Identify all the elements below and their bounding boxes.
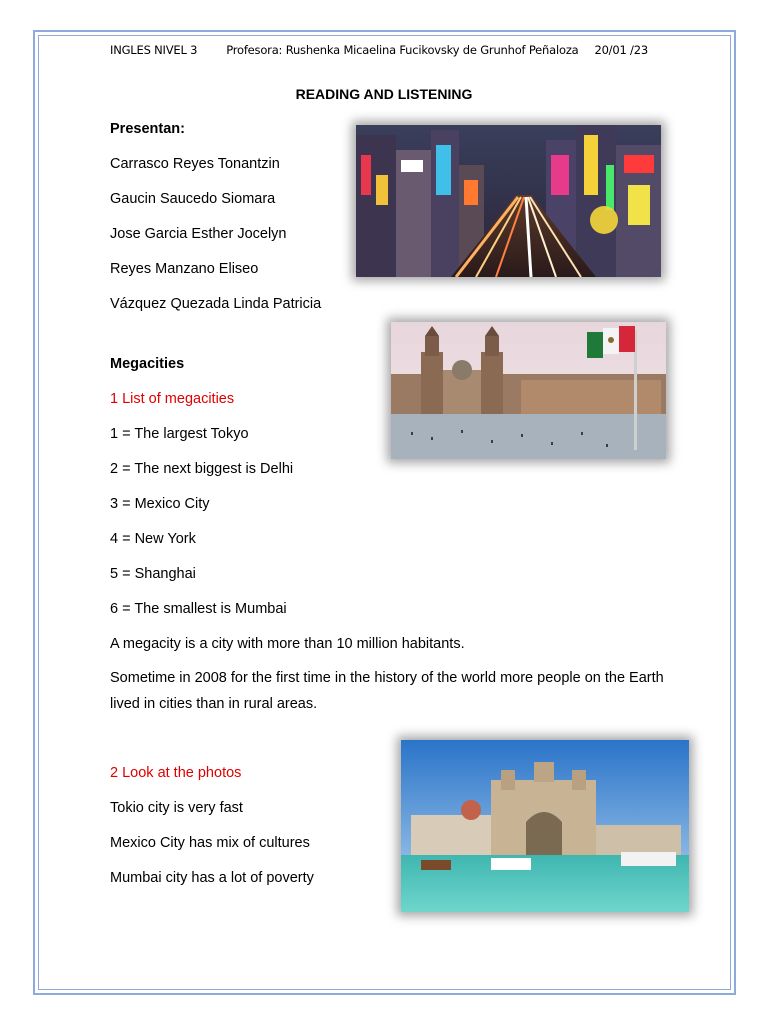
photo-comment: Mumbai city has a lot of poverty <box>110 870 314 886</box>
megacity-list-item: 3 = Mexico City <box>110 496 210 512</box>
megacity-definition: A megacity is a city with more than 10 million habitants. <box>110 636 465 652</box>
presenters-heading: Presentan: <box>110 121 185 137</box>
section-2-title: 2 Look at the photos <box>110 765 242 781</box>
presenter-name: Vázquez Quezada Linda Patricia <box>110 296 322 312</box>
photo-comment: Mexico City has mix of cultures <box>110 835 310 851</box>
megacity-list-item: 4 = New York <box>110 531 196 547</box>
megacity-list-item: 6 = The smallest is Mumbai <box>110 601 287 617</box>
section-1-title: 1 List of megacities <box>110 391 235 407</box>
megacity-list-item: 1 = The largest Tokyo <box>110 426 249 442</box>
presenter-name: Reyes Manzano Eliseo <box>110 261 259 277</box>
megacity-list-item: 2 = The next biggest is Delhi <box>110 461 294 477</box>
course-label: INGLES NIVEL 3 <box>110 43 198 57</box>
mumbai-photo <box>401 740 689 912</box>
presenter-name: Carrasco Reyes Tonantzin <box>110 156 280 172</box>
document-header <box>110 43 648 57</box>
tokyo-photo <box>356 125 661 277</box>
page-title: READING AND LISTENING <box>295 86 473 102</box>
megacity-list-item: 5 = Shanghai <box>110 566 196 582</box>
teacher-label: Profesora: Rushenka Micaelina Fucikovsky de Grunhof Peñaloza <box>226 43 579 57</box>
presenter-name: Jose Garcia Esther Jocelyn <box>110 226 287 242</box>
date-label: 20/01 /23 <box>594 43 648 57</box>
photo-comment: Tokio city is very fast <box>110 800 243 816</box>
megacity-history-paragraph: Sometime in 2008 for the first time in the history of the world more people on the Earth lived in cities than in rural areas. <box>110 670 664 712</box>
megacities-heading: Megacities <box>110 356 185 372</box>
presenter-name: Gaucin Saucedo Siomara <box>110 191 276 207</box>
mexico-city-photo <box>391 322 666 459</box>
